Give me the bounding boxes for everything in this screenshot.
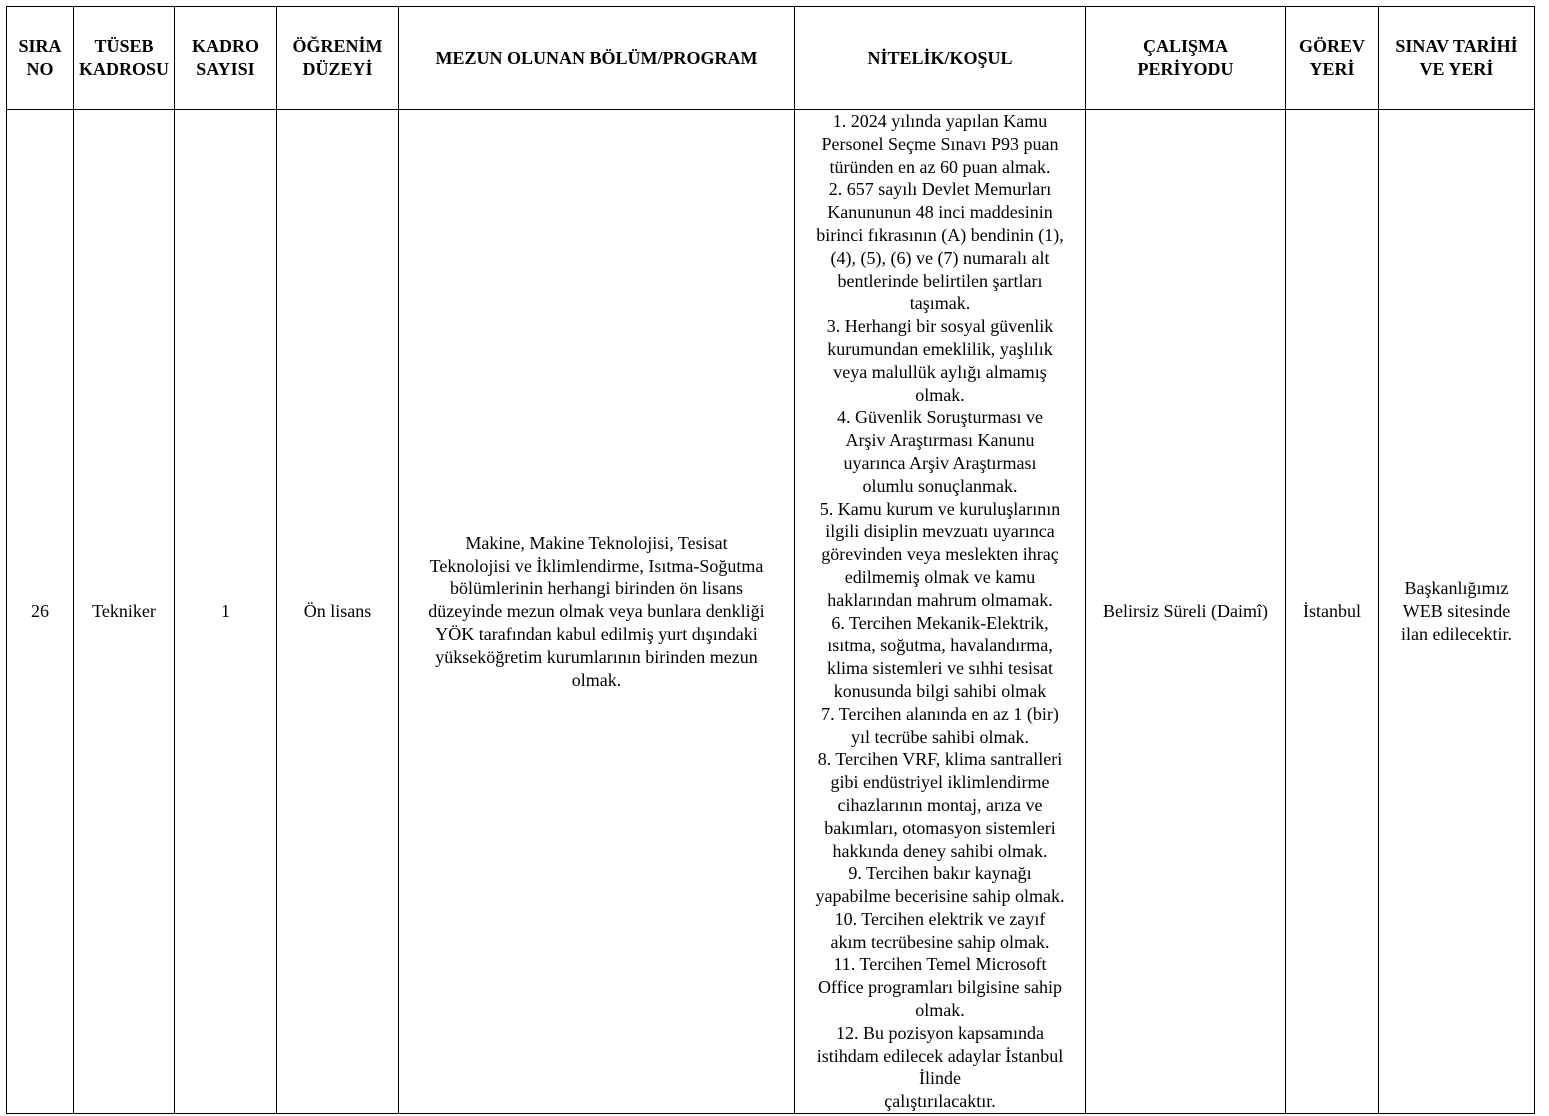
header-ogrenim-duzeyi [277, 7, 399, 110]
header-gorev-yeri [1286, 7, 1379, 110]
condition-line: gibi endüstriyel iklimlendirme [830, 772, 1050, 793]
program-line: Teknolojisi ve İklimlendirme, Isıtma-Soğutma [429, 555, 764, 576]
header-line: VE YERİ [1419, 59, 1494, 79]
program-line: düzeyinde mezun olmak veya bunlara denkliği [428, 601, 765, 622]
program-line: bölümlerinin herhangi birinden ön lisans [450, 578, 743, 599]
condition-line: 3. Herhangi bir sosyal güvenlik [826, 316, 1054, 337]
header-sinav-tarihi [1379, 7, 1535, 110]
cell-kadro-sayisi: 1 [175, 110, 277, 1114]
header-kadro-sayisi [175, 7, 277, 110]
condition-line: görevinden veya meslekten ihraç [821, 544, 1059, 565]
header-line: NİTELİK/KOŞUL [867, 47, 1013, 68]
condition-line: 9. Tercihen bakır kaynağı [848, 863, 1032, 884]
header-line: KADRO [192, 36, 259, 56]
cell-nitelik-kosul [795, 110, 1086, 1114]
condition-line: 12. Bu pozisyon kapsamında [836, 1022, 1044, 1043]
header-tuseb-kadrosu [74, 7, 175, 110]
condition-line: haklarından mahrum olmamak. [827, 589, 1053, 610]
program-line: YÖK tarafından kabul edilmiş yurt dışındaki [435, 623, 758, 644]
cell-sinav-tarihi [1379, 110, 1535, 1114]
exam-line: WEB sitesinde [1402, 601, 1511, 622]
condition-line: 1. 2024 yılında yapılan Kamu [832, 111, 1048, 131]
cell-gorev-yeri: İstanbul [1286, 110, 1379, 1114]
condition-line: bentlerinde belirtilen şartları [837, 270, 1043, 291]
job-posting-table [6, 6, 1535, 1114]
program-line: yükseköğretim kurumlarının birinden mezun [435, 646, 758, 667]
condition-line: 7. Tercihen alanında en az 1 (bir) [821, 703, 1059, 724]
condition-line: Office programları bilgisine sahip [817, 977, 1063, 998]
condition-line: bakımları, otomasyon sistemleri [824, 817, 1056, 838]
condition-line: hakkında deney sahibi olmak. [832, 840, 1048, 861]
table-row [7, 110, 1535, 1114]
condition-line: taşımak. [909, 293, 971, 314]
condition-line: veya malullük aylığı almamış [833, 361, 1047, 382]
condition-line: konusunda bilgi sahibi olmak [833, 680, 1047, 701]
condition-line: 8. Tercihen VRF, klima santralleri [817, 749, 1063, 770]
condition-line: 5. Kamu kurum ve kuruluşlarının [819, 498, 1061, 519]
program-line: olmak. [571, 669, 622, 690]
header-row [7, 7, 1535, 110]
header-line: ÇALIŞMA [1142, 36, 1228, 56]
cell-ogrenim-duzeyi: Ön lisans [277, 110, 399, 1114]
header-line: KADROSU [78, 59, 169, 79]
condition-line: 10. Tercihen elektrik ve zayıf [834, 908, 1046, 929]
condition-line: istihdam edilecek adaylar İstanbul [816, 1045, 1064, 1066]
exam-line: ilan edilecektir. [1401, 623, 1512, 644]
header-mezun-bolum [399, 7, 795, 110]
condition-line: edilmemiş olmak ve kamu [844, 566, 1036, 587]
condition-line: Kanununun 48 inci maddesinin [827, 202, 1053, 223]
condition-line: uyarınca Arşiv Araştırması [843, 452, 1037, 473]
header-line: YERİ [1309, 59, 1355, 79]
cell-tuseb-kadrosu: Tekniker [74, 110, 175, 1114]
condition-line: cihazlarının montaj, arıza ve [837, 794, 1043, 815]
header-line: TÜSEB [94, 36, 154, 56]
condition-line: klima sistemleri ve sıhhi tesisat [827, 658, 1053, 679]
header-line: GÖREV [1298, 36, 1365, 56]
condition-line: 6. Tercihen Mekanik-Elektrik, [831, 612, 1049, 633]
condition-line: çalıştırılacaktır. [884, 1091, 996, 1112]
header-line: SAYISI [196, 59, 255, 79]
condition-line: 4. Güvenlik Soruşturması ve [837, 407, 1043, 428]
header-line: ÖĞRENİM [292, 36, 383, 56]
condition-line: yapabilme becerisine sahip olmak. [815, 886, 1065, 907]
condition-line: akım tecrübesine sahip olmak. [830, 931, 1050, 952]
header-line: SIRA [18, 36, 62, 56]
condition-line: olmak. [915, 384, 965, 405]
header-line: DÜZEYİ [302, 59, 373, 79]
cell-calisma-periyodu: Belirsiz Süreli (Daimî) [1086, 110, 1286, 1114]
condition-line: kurumundan emeklilik, yaşlılık [827, 338, 1053, 359]
header-line: MEZUN OLUNAN BÖLÜM/PROGRAM [435, 47, 758, 68]
condition-line: türünden en az 60 puan almak. [829, 156, 1051, 177]
header-line: SINAV TARİHİ [1395, 36, 1518, 56]
condition-line: Personel Seçme Sınavı P93 puan [821, 133, 1059, 154]
condition-line: ısıtma, soğutma, havalandırma, [827, 635, 1053, 656]
condition-line: Arşiv Araştırması Kanunu [845, 430, 1035, 451]
exam-line: Başkanlığımız [1404, 578, 1509, 599]
condition-line: ilgili disiplin mevzuatı uyarınca [825, 521, 1055, 542]
header-line: NO [26, 59, 54, 79]
program-line: Makine, Makine Teknolojisi, Tesisat [465, 532, 728, 553]
condition-line: İlinde [919, 1068, 961, 1089]
condition-line: 2. 657 sayılı Devlet Memurları [828, 179, 1052, 200]
condition-line: 11. Tercihen Temel Microsoft [833, 954, 1047, 975]
header-sira-no [7, 7, 74, 110]
header-nitelik-kosul [795, 7, 1086, 110]
header-line: PERİYODU [1137, 59, 1234, 79]
condition-line: olmak. [915, 1000, 965, 1021]
condition-line: yıl tecrübe sahibi olmak. [851, 726, 1029, 747]
condition-line: (4), (5), (6) ve (7) numaralı alt [830, 247, 1050, 268]
condition-line: birinci fıkrasının (A) bendinin (1), [816, 224, 1064, 245]
header-calisma-periyodu [1086, 7, 1286, 110]
cell-mezun-bolum [399, 110, 795, 1114]
condition-line: olumlu sonuçlanmak. [862, 475, 1018, 496]
cell-sira-no: 26 [7, 110, 74, 1114]
